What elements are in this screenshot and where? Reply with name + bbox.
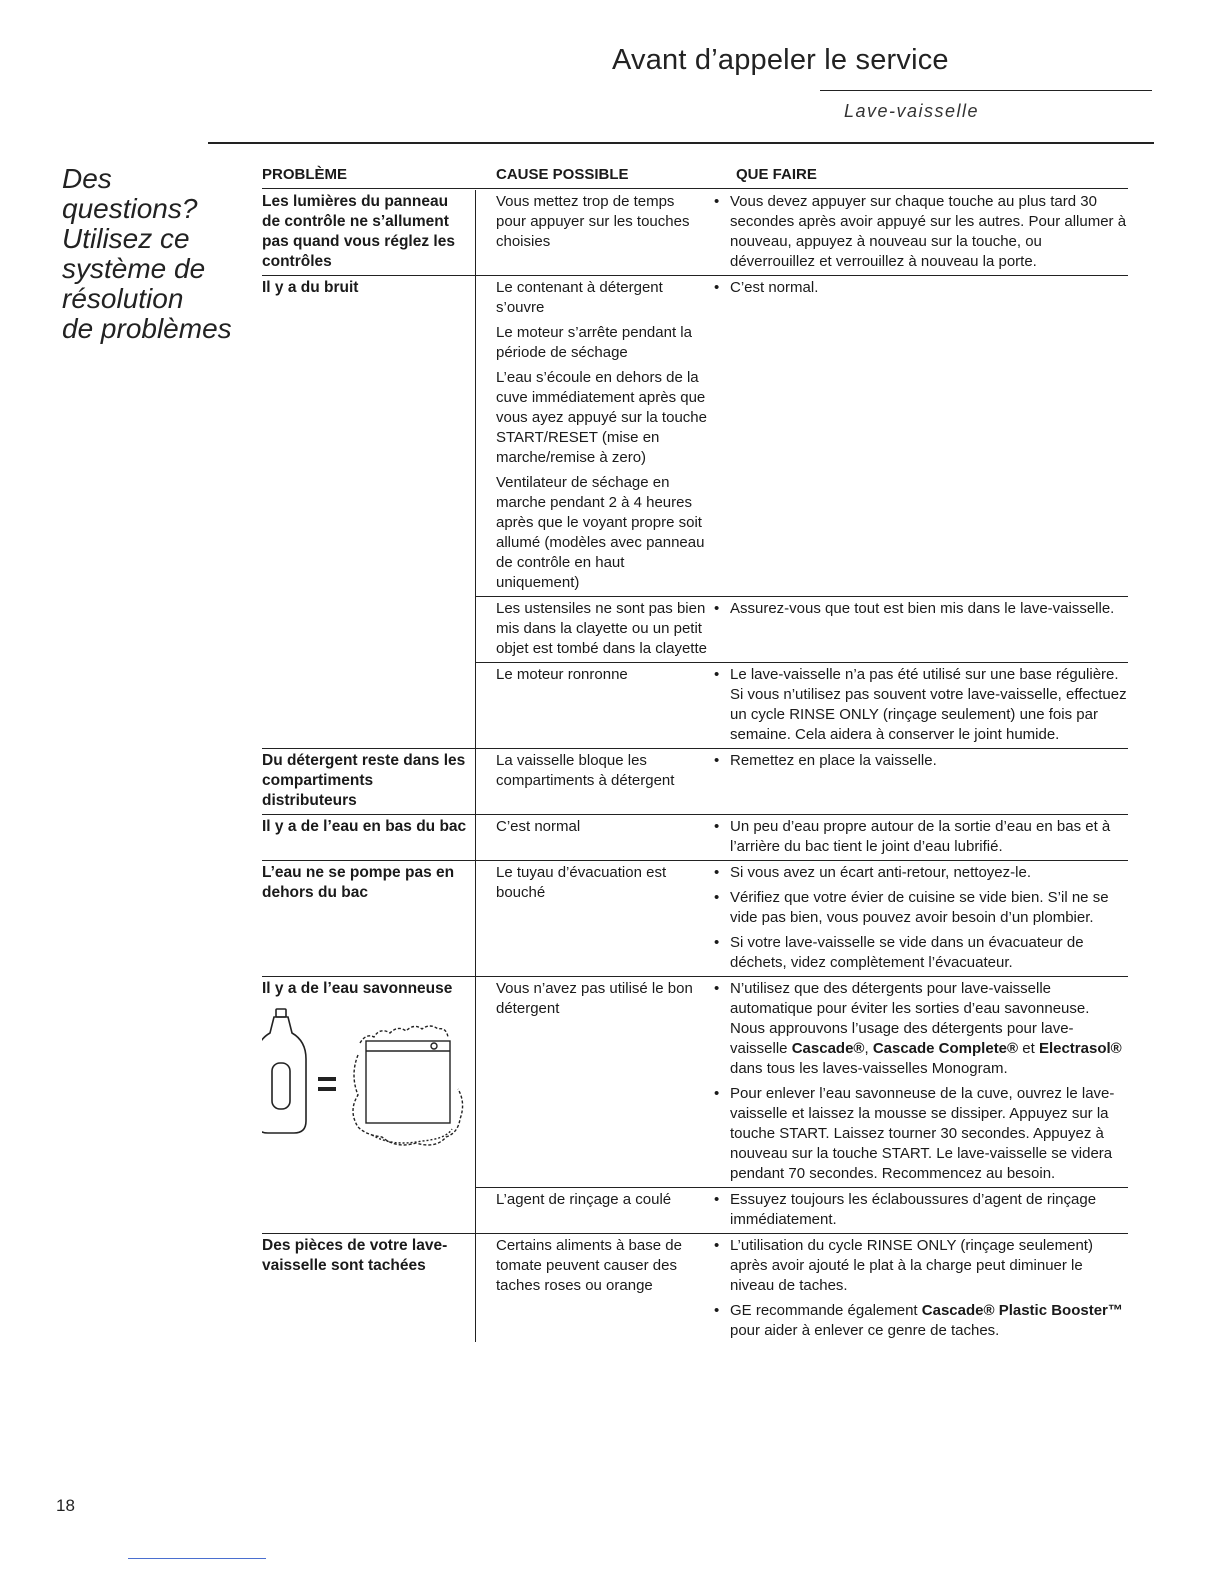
cause-text: Le moteur s’arrête pendant la période de séchage [496, 324, 692, 361]
cause-cell [476, 749, 712, 794]
cause-fix-group [476, 276, 1128, 596]
fix-cell [712, 597, 1128, 662]
cause-text: Vous n’avez pas utilisé le bon détergent [496, 980, 693, 1017]
table-row [262, 977, 1128, 1234]
fix-text: GE recommande également [730, 1302, 922, 1319]
cause-text: Le contenant à détergent s’ouvre [496, 279, 663, 316]
column-header-fix: QUE FAIRE [736, 166, 817, 183]
table-row [262, 1234, 1128, 1344]
problem-cell: Les lumières du panneau de contrôle ne s’allument pas quand vous réglez les contrôles [262, 190, 476, 275]
problem-cell: Du détergent reste dans les compartiments distributeurs [262, 749, 476, 814]
fix-text: et [1018, 1040, 1039, 1057]
side-heading-line: résolution [62, 283, 184, 314]
problem-cell: L’eau ne se pompe pas en dehors du bac [262, 861, 476, 976]
table-header [262, 166, 1128, 189]
cause-fix-group [476, 662, 1128, 748]
fix-cell [712, 861, 1128, 976]
fix-item: • Assurez-vous que tout est bien mis dans le lave-vaisselle. [712, 599, 1128, 619]
fix-cell [712, 749, 1128, 794]
cause-text: C’est normal [496, 818, 581, 835]
fix-text: , [864, 1040, 873, 1057]
cause-fix-group [476, 749, 1128, 794]
fix-cell [712, 815, 1128, 860]
table-row [262, 190, 1128, 276]
fix-item: • Vérifiez que votre évier de cuisine se vide bien. S’il ne se vide pas bien, vous pouvez avoir besoin d’un plombier. [712, 888, 1128, 928]
cause-fix-group [476, 1234, 1128, 1344]
detergent-bottle-icon [262, 1009, 306, 1133]
cause-cell [476, 190, 712, 275]
main-divider [208, 142, 1154, 144]
cause-text: L’eau s’écoule en dehors de la cuve immédiatement après que vous ayez appuyé sur la touche START/RESET (mise en marche/remise à zero) [496, 369, 707, 466]
problem-text: Il y a de l’eau savonneuse [262, 980, 453, 997]
cause-fix-group [476, 190, 1128, 275]
fix-item: • Vous devez appuyer sur chaque touche au plus tard 30 secondes après avoir appuyé sur les autres. Pour allumer à nouveau, appuyez à nouveau sur la touche, ou déverrouillez et verrouillez à nouveau la porte. [712, 192, 1128, 272]
table-row [262, 815, 1128, 861]
problem-cell: Il y a du bruit [262, 276, 476, 748]
cause-cell [476, 861, 712, 976]
column-header-cause: CAUSE POSSIBLE [496, 166, 629, 183]
fix-item: • L’utilisation du cycle RINSE ONLY (rinçage seulement) après avoir ajouté le plat à la charge peut diminuer le niveau de taches. [712, 1236, 1128, 1296]
table-row [262, 861, 1128, 977]
side-heading-line: Des [62, 163, 112, 194]
fix-item: • Le lave-vaisselle n’a pas été utilisé sur une base régulière. Si vous n’utilisez pas souvent votre lave-vaisselle, effectuez un cycle RINSE ONLY (rinçage seulement) une fois par semaine. Cela aidera à conserver le joint humide. [712, 665, 1128, 745]
fix-cell [712, 1234, 1128, 1344]
fix-cell [712, 190, 1128, 275]
fix-item: • Si vous avez un écart anti-retour, nettoyez-le. [712, 863, 1128, 883]
cause-text: Les ustensiles ne sont pas bien mis dans la clayette ou un petit objet est tombé dans la clayette [496, 600, 707, 657]
cause-fix-group [476, 977, 1128, 1187]
page-title: Avant d’appeler le service [612, 44, 949, 76]
fix-cell [712, 276, 1128, 596]
cause-fix-group [476, 815, 1128, 860]
side-heading-line: questions? [62, 193, 198, 224]
side-heading [62, 164, 242, 344]
fix-cell [712, 977, 1128, 1187]
problem-cell: Des pièces de votre lave-vaisselle sont tachées [262, 1234, 476, 1342]
fix-item: • Essuyez toujours les éclaboussures d’agent de rinçage immédiatement. [712, 1190, 1128, 1230]
side-heading-line: de problèmes [62, 313, 232, 344]
page-number: 18 [56, 1496, 75, 1515]
equals-sign-icon [318, 1077, 336, 1091]
fix-text: dans tous les laves-vaisselles Monogram. [730, 1060, 1008, 1077]
cause-cell [476, 276, 712, 596]
header-divider [820, 90, 1152, 91]
sudsy-dishwasher-icon [353, 1026, 463, 1145]
fix-item: • Un peu d’eau propre autour de la sortie d’eau en bas et à l’arrière du bac tient le joint d’eau lubrifié. [712, 817, 1128, 857]
cause-text: L’agent de rinçage a coulé [496, 1191, 672, 1208]
section-subtitle: Lave-vaisselle [844, 101, 980, 121]
fix-item: • C’est normal. [712, 278, 1128, 298]
brand-name: Cascade® Plastic Booster™ [921, 1302, 1123, 1319]
side-heading-line: système de [62, 253, 206, 284]
cause-text: Le tuyau d’évacuation est bouché [496, 864, 667, 901]
brand-name: Cascade Complete® [872, 1040, 1019, 1057]
cause-cell [476, 977, 712, 1187]
cause-text: Certains aliments à base de tomate peuvent causer des taches roses ou orange [496, 1237, 682, 1294]
cause-fix-group [476, 596, 1128, 662]
fix-item: • Si votre lave-vaisselle se vide dans un évacuateur de déchets, videz complètement l’évacuateur. [712, 933, 1128, 973]
cause-cell [476, 663, 712, 748]
cause-text: Le moteur ronronne [496, 666, 628, 683]
cause-fix-group [476, 1187, 1128, 1233]
fix-cell [712, 663, 1128, 748]
cause-cell [476, 815, 712, 860]
fix-item: • Remettez en place la vaisselle. [712, 751, 1128, 771]
cause-text: La vaisselle bloque les compartiments à détergent [496, 752, 675, 789]
fix-text: pour aider à enlever ce genre de taches. [730, 1322, 1000, 1339]
fix-item: • Pour enlever l’eau savonneuse de la cuve, ouvrez le lave-vaisselle et laissez la mousse se dissiper. Appuyez sur la touche START. Laissez tourner 30 secondes. Appuyez à nouveau sur la touche START. Le lave-vaisselle se videra pendant 70 secondes. Recommencez au besoin. [712, 1084, 1128, 1184]
brand-name: Cascade® [791, 1040, 865, 1057]
table-row [262, 276, 1128, 749]
cause-cell [476, 1234, 712, 1344]
cause-text: Vous mettez trop de temps pour appuyer sur les touches choisies [496, 193, 690, 250]
side-heading-line: Utilisez ce [62, 223, 190, 254]
problem-cell [262, 977, 476, 1233]
column-header-problem: PROBLÈME [262, 166, 348, 183]
troubleshooting-table [262, 190, 1128, 1344]
fix-cell [712, 1188, 1128, 1233]
problem-cell: Il y a de l’eau en bas du bac [262, 815, 476, 860]
cause-text: Ventilateur de séchage en marche pendant 2 à 4 heures après que le voyant propre soit allumé (modèles avec panneau de contrôle en haut uniquement) [496, 474, 705, 591]
fix-text: N’utilisez que des détergents pour lave-vaisselle automatique pour éviter les sorties d’eau savonneuse. Nous approuvons l’usage des détergents pour lave-vaisselle [730, 980, 1090, 1057]
fix-item [712, 979, 1128, 1079]
cause-cell [476, 1188, 712, 1233]
footer-divider [128, 1558, 266, 1559]
fix-item [712, 1301, 1128, 1341]
cause-fix-group [476, 861, 1128, 976]
cause-cell [476, 597, 712, 662]
table-row [262, 749, 1128, 815]
brand-name: Electrasol® [1038, 1040, 1122, 1057]
soapy-water-illustration [262, 1007, 466, 1157]
